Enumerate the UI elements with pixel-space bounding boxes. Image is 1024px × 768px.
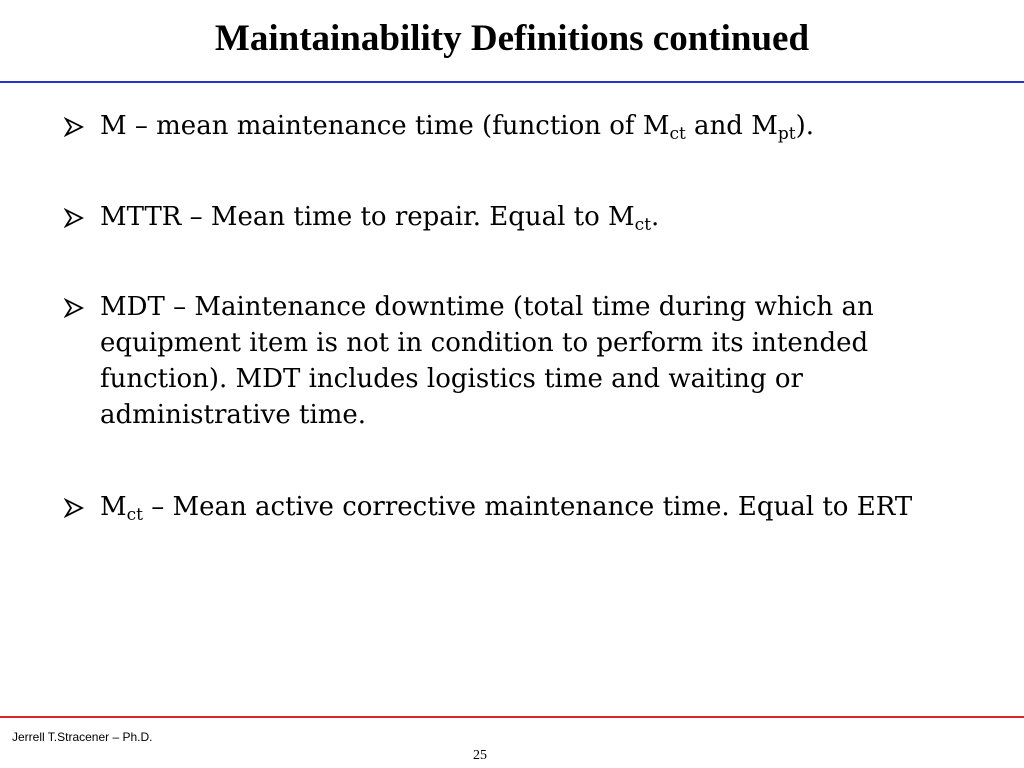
arrowhead-bullet-icon — [64, 208, 84, 228]
bullet-text: and M — [685, 111, 778, 141]
page-number: 25 — [473, 748, 487, 763]
subscript: ct — [126, 505, 143, 525]
bullet-item — [64, 108, 814, 144]
bullet-text: ). — [795, 111, 814, 141]
title-divider — [0, 81, 1024, 83]
footer-divider — [0, 716, 1024, 718]
bullet-text: MDT – Maintenance downtime (total time during which an equipment item is not in condition to perform its intended function). MDT includes logistics time and waiting or administrative time. — [100, 292, 874, 430]
arrowhead-bullet-icon — [64, 498, 84, 518]
arrowhead-bullet-icon — [64, 117, 84, 137]
footer-author: Jerrell T.Stracener – Ph.D. — [12, 730, 153, 744]
subscript: ct — [669, 124, 686, 144]
bullet-text: M – mean maintenance time (function of M — [100, 111, 670, 141]
subscript: ct — [634, 215, 652, 235]
arrowhead-bullet-icon — [64, 298, 84, 318]
bullet-text: MTTR – Mean time to repair. Equal to M — [100, 202, 635, 232]
bullet-text: – Mean active corrective maintenance time. Equal to ERT — [142, 492, 913, 522]
slide-title: Maintainability Definitions continued — [214, 18, 810, 59]
subscript: pt — [777, 124, 796, 144]
bullet-item — [64, 289, 964, 433]
bullet-text: . — [651, 202, 660, 232]
bullet-item — [64, 199, 659, 235]
bullet-item — [64, 489, 912, 525]
bullet-text: M — [100, 492, 127, 522]
